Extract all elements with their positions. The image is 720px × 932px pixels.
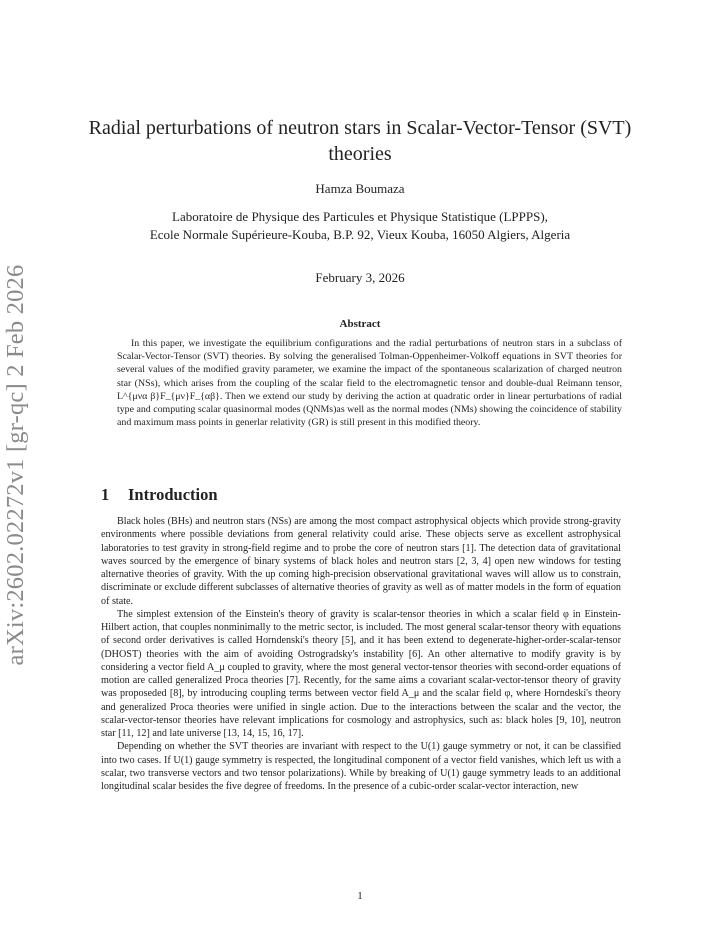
body-paragraph: Black holes (BHs) and neutron stars (NSs) are among the most compact astrophysical objects which provide strong-gravity environments where possible deviations from general relativity could arise. These objects serve as excellent astrophysical laboratories to test gravity in strong-field regime and to probe the core of neutron stars [1]. The detection data of gravitational waves sourced by the emergence of binary systems of black holes and neutron stars [2, 3, 4] open new windows for testing alternative theories of gravity. With the up coming high-precision observational gravitational waves will allow us to constrain, discriminate or exclude different subclasses of alternative theories of gravity as well as of matter models in the form of equation of state. [101, 516, 621, 607]
page-number: 1 [357, 890, 363, 902]
paper-title: Radial perturbations of neutron stars in Scalar-Vector-Tensor (SVT) theories [88, 117, 632, 165]
abstract-text: In this paper, we investigate the equilibrium configurations and the radial perturbations of neutron stars in a subclass of Scalar-Vector-Tensor (SVT) theories. By solving the generalised Tolman-Oppenheimer-Volkoff equations in SVT theories for several values of the modified gravity parameter, we examine the impact of the spontaneous scalarization of charged neutron star (NSs), which arises from the coupling of the scalar field to the electromagnetic tensor and double-dual Reimann tensor, L^{μνα β}F_{μν}F_{αβ}. Then we extend our study by deriving the action at quadratic order in linear perturbations of radial type and computing scalar quasinormal modes (QNMs)as well as the normal modes (NMs) showing the coincidence of stability and maximum mass points in generlar relativity (GR) is still present in this modified theory. [117, 338, 622, 429]
paper-date: February 3, 2026 [315, 270, 405, 285]
section-number: 1 [101, 485, 110, 504]
section-body [101, 515, 621, 793]
section-heading [101, 485, 218, 505]
section-title: Introduction [128, 485, 218, 504]
affiliation-line-1: Laboratoire de Physique des Particules et Physique Statistique (LPPPS), [172, 209, 548, 224]
body-paragraph: The simplest extension of the Einstein's theory of gravity is scalar-tensor theories in which a scalar field φ in Einstein-Hilbert action, that couples nonminimally to the metric sector, is included. The most general scalar-tensor theory with equations of second order derivatives is called Horndenski's theory [5], and it has been extend to degenerate-higher-order-scalar-tensor (DHOST) theories with the aim of avoiding Ostrogradsky's instability [6]. An other alternative to modify gravity is by considering a vector field A_μ coupled to gravity, where the most general vector-tensor theories with second-order equations of motion are called generalized Proca theories [7]. Recently, for the same aims a covariant scalar-vector-tensor theory of gravity was proposeded [8], by introducing coupling terms between vector field A_μ and the scalar field φ, where Horndeski's theory and generalized Proca theories were unified in single action. Due to the interactions between the scalar and the vector, the scalar-vector-tensor theories have relevant implications for cosmology and astrophysics, such as: black holes [9, 10], neutron star [11, 12] and late universe [13, 14, 15, 16, 17]. [101, 608, 621, 739]
abstract-heading: Abstract [339, 318, 381, 330]
affiliation [0, 208, 720, 244]
author-name: Hamza Boumaza [315, 181, 405, 196]
affiliation-line-2: Ecole Normale Supérieure-Kouba, B.P. 92, Vieux Kouba, 16050 Algiers, Algeria [149, 227, 571, 242]
arxiv-stamp-text: arXiv:2602.02272v1 [gr-qc] 2 Feb 2026 [2, 264, 29, 666]
body-paragraph: Depending on whether the SVT theories are invariant with respect to the U(1) gauge symmetry or not, it can be classified into two cases. If U(1) gauge symmetry is respected, the longitudinal component of a vector field vanishes, which left us with a scalar, two transverse vectors and two tensor polarizations). While by breaking of U(1) gauge symmetry leads to an additional longitudinal scalar besides the five degree of freedoms. In the presence of a cubic-order scalar-vector interaction, new [101, 741, 621, 792]
